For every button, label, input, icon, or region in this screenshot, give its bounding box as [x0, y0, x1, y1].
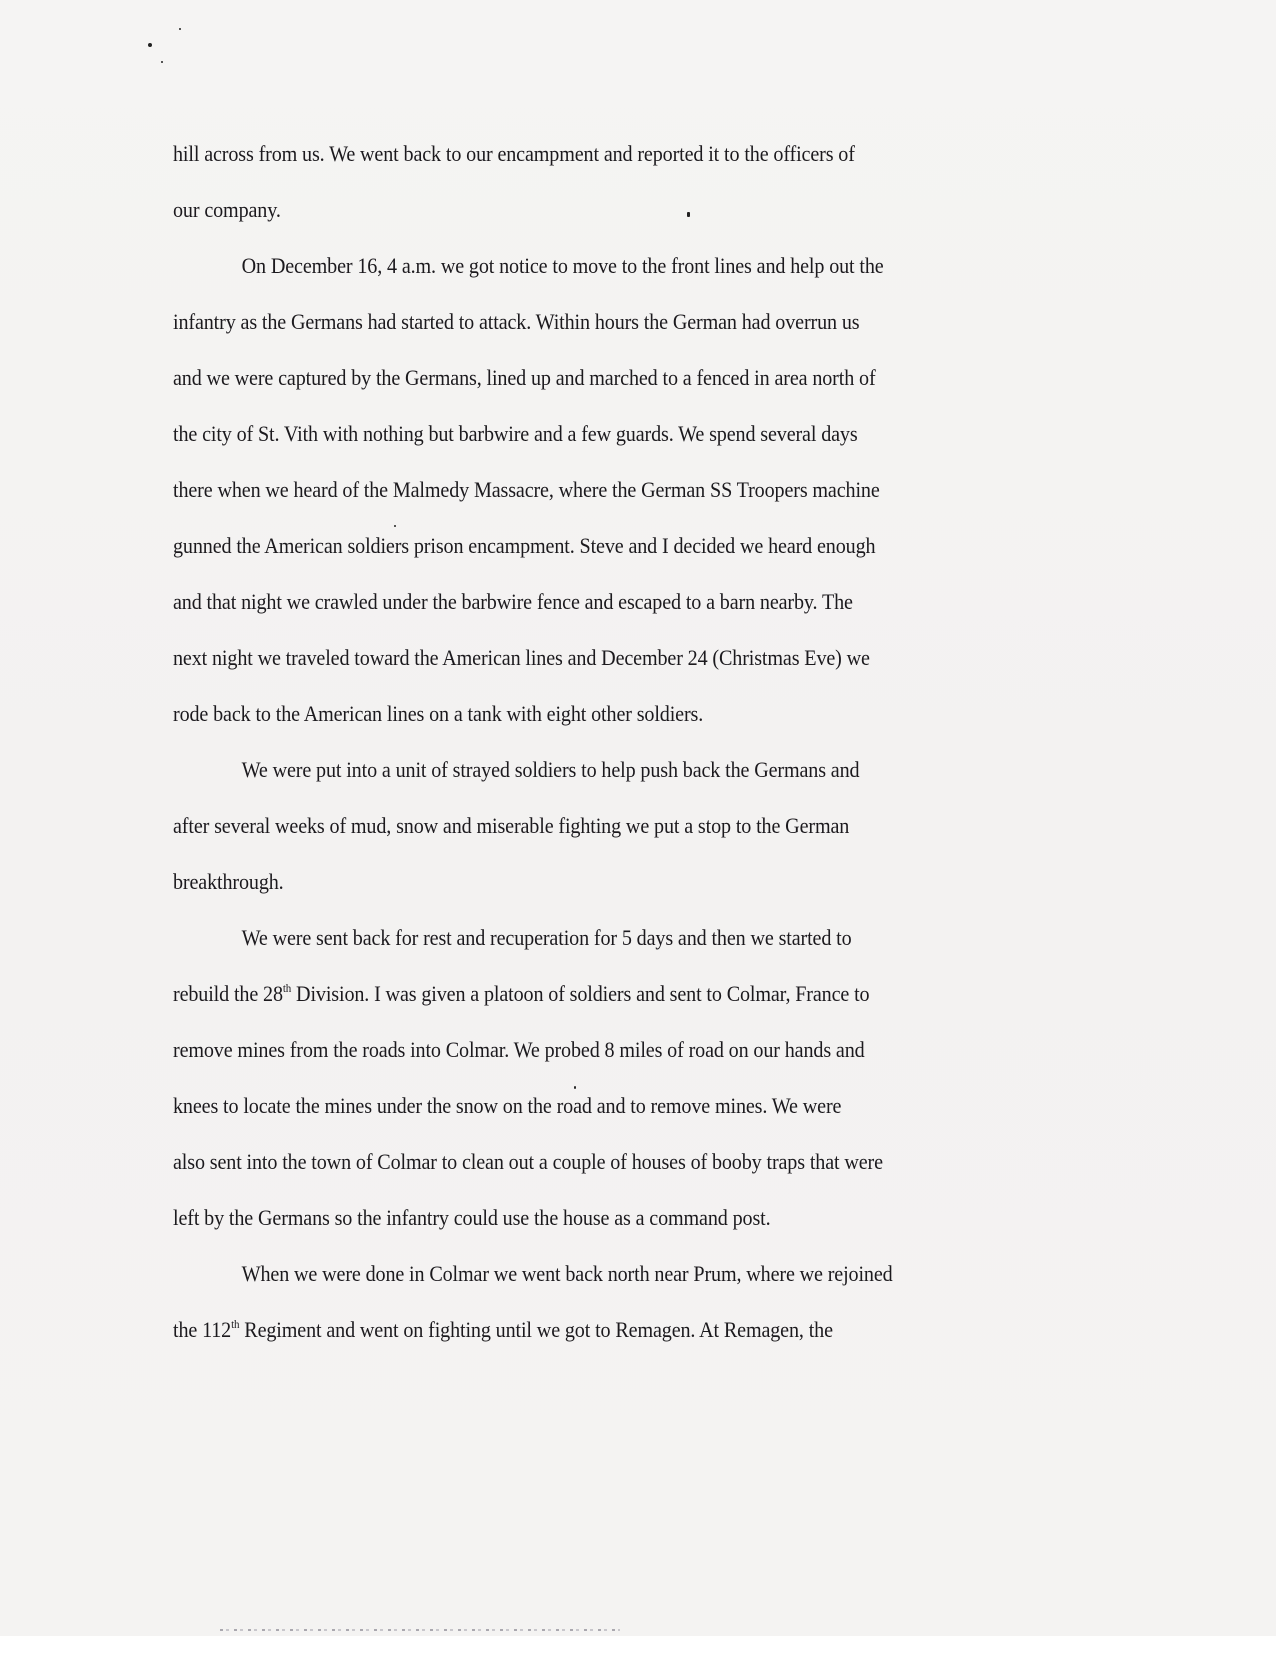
scan-bottom-edge — [0, 1636, 1276, 1658]
text-line: We were put into a unit of strayed soldiers to help push back the Germans and — [241, 757, 860, 782]
text-line: On December 16, 4 a.m. we got notice to move to the front lines and help out the — [241, 253, 884, 278]
text-line: hill across from us. We went back to our encampment and reported it to the officers of — [173, 141, 855, 166]
ordinal-superscript: th — [282, 981, 292, 995]
text-line: When we were done in Colmar we went back north near Prum, where we rejoined — [241, 1261, 893, 1286]
document-body — [173, 126, 1073, 1358]
text-line: there when we heard of the Malmedy Massacre, where the German SS Troopers machine — [173, 477, 880, 502]
text-line: gunned the American soldiers prison encampment. Steve and I decided we heard enough — [173, 533, 876, 558]
text-line: and we were captured by the Germans, lined up and marched to a fenced in area north of — [173, 365, 876, 390]
text-line: our company. — [173, 197, 281, 222]
text-segment: Division. I was given a platoon of soldiers and sent to Colmar, France to — [291, 981, 870, 1006]
text-line — [173, 1302, 997, 1358]
text-segment: rebuild the 28 — [173, 981, 283, 1006]
text-line: the city of St. Vith with nothing but barbwire and a few guards. We spend several days — [173, 421, 858, 446]
text-segment: Regiment and went on fighting until we got to Remagen. At Remagen, the — [239, 1317, 833, 1342]
text-line: also sent into the town of Colmar to clean out a couple of houses of booby traps that were — [173, 1149, 883, 1174]
ordinal-superscript: th — [231, 1317, 240, 1331]
scan-speck — [148, 43, 152, 47]
text-line: rode back to the American lines on a tank with eight other soldiers. — [173, 701, 704, 726]
text-segment: the 112 — [173, 1317, 232, 1342]
text-line: left by the Germans so the infantry could use the house as a command post. — [173, 1205, 771, 1230]
text-line: next night we traveled toward the American lines and December 24 (Christmas Eve) we — [173, 645, 870, 670]
text-line: We were sent back for rest and recuperation for 5 days and then we started to — [241, 925, 852, 950]
text-line: breakthrough. — [173, 869, 284, 894]
text-line: after several weeks of mud, snow and miserable fighting we put a stop to the German — [173, 813, 850, 838]
text-line: infantry as the Germans had started to attack. Within hours the German had overrun us — [173, 309, 860, 334]
scan-speck — [179, 28, 181, 30]
text-line — [173, 966, 997, 1022]
text-line: knees to locate the mines under the snow on the road and to remove mines. We were — [173, 1093, 842, 1118]
scan-speck — [161, 61, 163, 63]
scan-artifact — [220, 1629, 620, 1631]
text-line: remove mines from the roads into Colmar. We probed 8 miles of road on our hands and — [173, 1037, 865, 1062]
text-line: and that night we crawled under the barbwire fence and escaped to a barn nearby. The — [173, 589, 853, 614]
